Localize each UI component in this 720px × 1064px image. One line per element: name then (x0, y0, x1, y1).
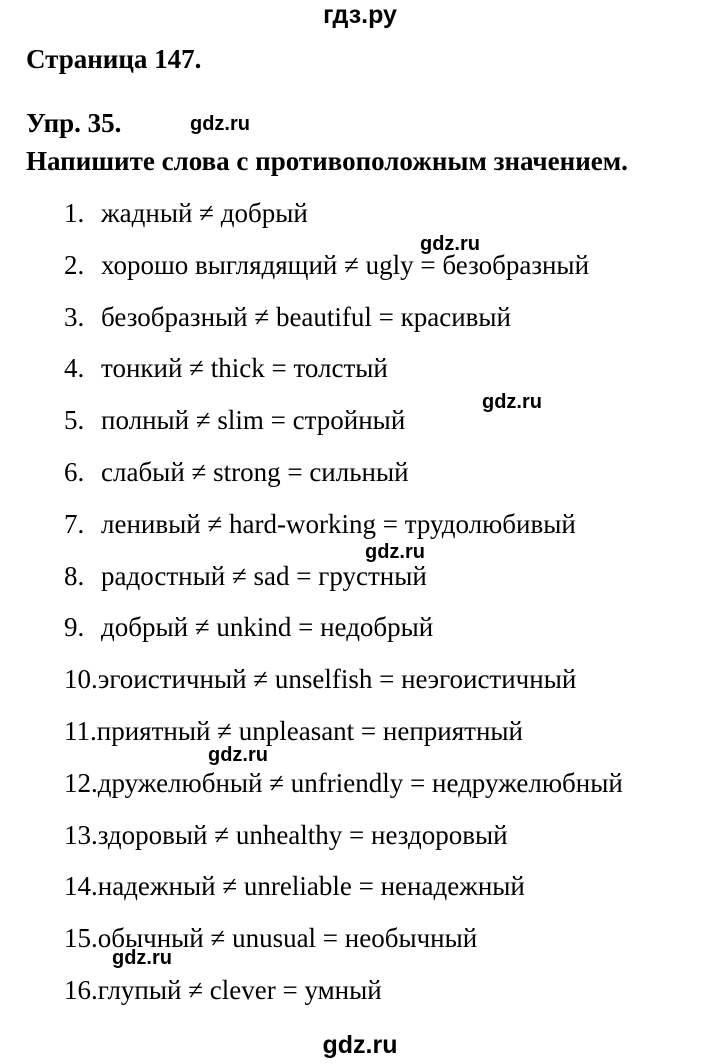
watermark-text: gdz.ru (482, 391, 542, 413)
answer-item (64, 351, 714, 403)
answer-number: 4. (64, 353, 85, 384)
watermark-text: gdz.ru (365, 541, 425, 563)
answer-list (64, 196, 714, 1025)
answer-number: 11. (64, 715, 97, 746)
answer-item (64, 973, 714, 1025)
answer-item (64, 818, 714, 870)
answer-text: здоровый ≠ unhealthy = нездоровый (97, 819, 508, 850)
answer-item (64, 248, 714, 300)
answer-text: дружелюбный ≠ unfriendly = недружелюбный (97, 767, 623, 798)
watermark-text: gdz.ru (112, 947, 172, 969)
answer-text: обычный ≠ unusual = необычный (97, 923, 478, 954)
answer-number: 1. (64, 198, 85, 228)
answer-text: хорошо выглядящий ≠ ugly = безобразный (101, 249, 590, 280)
answer-item (64, 403, 714, 455)
answer-text: глупый ≠ clever = умный (97, 974, 382, 1005)
answer-number: 14. (64, 871, 98, 902)
answer-item (64, 714, 714, 766)
page-heading: Страница 147. (26, 44, 202, 74)
answer-item (64, 300, 714, 352)
answer-text: безобразный ≠ beautiful = красивый (101, 301, 512, 332)
watermark-text: gdz.ru (420, 233, 480, 255)
answer-item (64, 869, 714, 921)
answer-number: 3. (64, 301, 85, 332)
answer-text: ленивый ≠ hard-working = трудолюбивый (101, 508, 576, 539)
answer-text: добрый ≠ unkind = недобрый (101, 612, 434, 643)
answer-number: 5. (64, 405, 85, 436)
answer-number: 8. (64, 560, 85, 591)
footer-watermark: gdz.ru (322, 1031, 398, 1059)
answer-item (64, 662, 714, 714)
answer-text: надежный ≠ unreliable = ненадежный (97, 871, 525, 902)
answer-text: радостный ≠ sad = грустный (101, 560, 427, 591)
answer-item (64, 766, 714, 818)
answer-text: полный ≠ slim = стройный (101, 405, 406, 436)
answer-number: 10. (64, 664, 98, 695)
answer-number: 7. (64, 508, 85, 539)
answer-number: 16. (64, 974, 98, 1005)
watermark-text: gdz.ru (208, 744, 268, 766)
answer-number: 2. (64, 249, 85, 280)
answer-number: 13. (64, 819, 98, 850)
exercise-instruction: Напишите слова с противоположным значением. (26, 146, 628, 176)
answer-number: 9. (64, 612, 85, 643)
answer-item (64, 610, 714, 662)
watermark-text: gdz.ru (190, 113, 250, 135)
site-name-header: гдз.ру (323, 1, 397, 29)
answer-number: 15. (64, 923, 98, 954)
answer-item (64, 455, 714, 507)
answer-number: 6. (64, 456, 85, 487)
answer-item (64, 196, 714, 248)
answer-text: эгоистичный ≠ unselfish = неэгоистичный (97, 664, 577, 695)
answer-item (64, 559, 714, 611)
answer-text: тонкий ≠ thick = толстый (101, 353, 388, 384)
answer-text: приятный ≠ unpleasant = неприятный (96, 715, 524, 746)
answer-number: 12. (64, 767, 98, 798)
exercise-number: Упр. 35. (26, 108, 122, 138)
answer-text: жадный ≠ добрый (101, 198, 308, 228)
answer-text: слабый ≠ strong = сильный (101, 456, 409, 487)
